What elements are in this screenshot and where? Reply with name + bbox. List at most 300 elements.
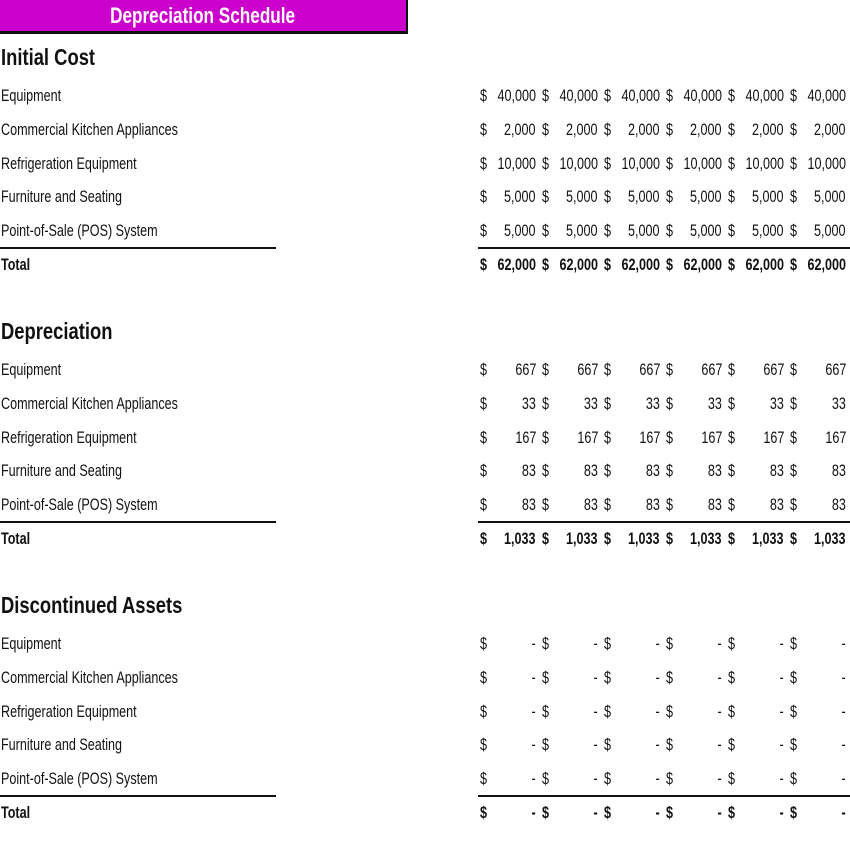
currency-symbol: $ <box>728 255 736 274</box>
total-divider-right <box>478 795 850 797</box>
value-cell <box>542 353 598 387</box>
currency-symbol: $ <box>728 769 736 789</box>
currency-symbol: $ <box>604 803 612 822</box>
currency-symbol: $ <box>666 803 674 822</box>
amount: 33 <box>707 393 722 413</box>
value-cell <box>542 421 598 455</box>
value-cell <box>604 147 660 181</box>
table-row <box>0 421 850 455</box>
amount: - <box>655 803 660 822</box>
value-cells <box>480 728 844 762</box>
value-cell <box>728 353 784 387</box>
value-cell <box>790 762 846 796</box>
amount: 5,000 <box>752 221 784 241</box>
currency-symbol: $ <box>790 119 798 139</box>
total-label: Total <box>1 803 31 822</box>
value-cells <box>480 214 844 248</box>
currency-symbol: $ <box>790 803 798 822</box>
amount: 5,000 <box>566 187 598 207</box>
amount: - <box>717 803 722 822</box>
amount: - <box>593 735 598 755</box>
table-row <box>0 728 850 762</box>
value-cell <box>480 762 536 796</box>
currency-symbol: $ <box>542 735 550 755</box>
value-cell <box>666 661 722 695</box>
value-cell <box>542 387 598 421</box>
row-label: Point-of-Sale (POS) System <box>1 495 158 515</box>
currency-symbol: $ <box>604 735 612 755</box>
total-label: Total <box>1 529 31 548</box>
currency-symbol: $ <box>604 153 612 173</box>
currency-symbol: $ <box>790 86 798 105</box>
amount: 33 <box>769 393 784 413</box>
currency-symbol: $ <box>728 529 736 548</box>
currency-symbol: $ <box>666 461 674 481</box>
amount: 667 <box>701 360 722 379</box>
value-cell <box>604 695 660 729</box>
currency-symbol: $ <box>542 701 550 721</box>
value-cell <box>542 522 598 556</box>
amount: - <box>655 667 660 687</box>
currency-symbol: $ <box>542 427 550 447</box>
amount: 2,000 <box>690 119 722 139</box>
value-cells <box>480 796 844 830</box>
currency-symbol: $ <box>604 461 612 481</box>
currency-symbol: $ <box>480 86 488 105</box>
total-divider-left <box>0 795 276 797</box>
value-cell <box>666 387 722 421</box>
value-cell <box>480 214 536 248</box>
value-cell <box>480 147 536 181</box>
currency-symbol: $ <box>604 187 612 207</box>
amount: 33 <box>831 393 846 413</box>
value-cell <box>604 180 660 214</box>
amount: 10,000 <box>745 153 784 173</box>
amount: 62,000 <box>807 255 846 274</box>
currency-symbol: $ <box>728 153 736 173</box>
value-cell <box>666 454 722 488</box>
amount: 2,000 <box>752 119 784 139</box>
table-row <box>0 387 850 421</box>
amount: 5,000 <box>504 187 536 207</box>
amount: 667 <box>825 360 846 379</box>
value-cell <box>542 248 598 282</box>
value-cell <box>542 454 598 488</box>
amount: - <box>841 634 846 653</box>
amount: - <box>531 769 536 789</box>
value-cell <box>790 661 846 695</box>
value-cell <box>542 79 598 113</box>
currency-symbol: $ <box>542 495 550 515</box>
amount: - <box>717 701 722 721</box>
schedule-title: Depreciation Schedule <box>110 2 296 28</box>
row-label: Commercial Kitchen Appliances <box>1 119 178 139</box>
amount: - <box>841 667 846 687</box>
amount: 10,000 <box>497 153 536 173</box>
currency-symbol: $ <box>480 360 488 379</box>
value-cell <box>480 180 536 214</box>
amount: 5,000 <box>690 221 722 241</box>
value-cell <box>728 387 784 421</box>
amount: - <box>593 667 598 687</box>
value-cell <box>604 796 660 830</box>
currency-symbol: $ <box>728 393 736 413</box>
amount: - <box>779 701 784 721</box>
value-cells <box>480 113 844 147</box>
currency-symbol: $ <box>542 187 550 207</box>
currency-symbol: $ <box>542 769 550 789</box>
row-label: Point-of-Sale (POS) System <box>1 221 158 241</box>
total-divider-left <box>0 521 276 523</box>
value-cell <box>604 248 660 282</box>
amount: 83 <box>831 495 846 515</box>
amount: 62,000 <box>745 255 784 274</box>
amount: 5,000 <box>690 187 722 207</box>
value-cell <box>728 454 784 488</box>
value-cell <box>542 661 598 695</box>
currency-symbol: $ <box>480 634 488 653</box>
value-cell <box>666 728 722 762</box>
currency-symbol: $ <box>790 461 798 481</box>
value-cell <box>666 627 722 661</box>
currency-symbol: $ <box>666 495 674 515</box>
value-cell <box>728 695 784 729</box>
currency-symbol: $ <box>790 735 798 755</box>
amount: 83 <box>583 495 598 515</box>
total-divider-right <box>478 247 850 249</box>
value-cell <box>604 627 660 661</box>
value-cell <box>604 214 660 248</box>
amount: 40,000 <box>497 86 536 105</box>
currency-symbol: $ <box>604 529 612 548</box>
amount: 40,000 <box>683 86 722 105</box>
currency-symbol: $ <box>604 393 612 413</box>
value-cell <box>666 79 722 113</box>
row-label: Refrigeration Equipment <box>1 153 137 173</box>
currency-symbol: $ <box>666 769 674 789</box>
value-cell <box>542 627 598 661</box>
amount: 1,033 <box>566 529 598 548</box>
currency-symbol: $ <box>542 461 550 481</box>
currency-symbol: $ <box>728 461 736 481</box>
amount: 33 <box>583 393 598 413</box>
currency-symbol: $ <box>542 634 550 653</box>
table-row <box>0 113 850 147</box>
currency-symbol: $ <box>480 427 488 447</box>
value-cell <box>728 728 784 762</box>
row-label: Refrigeration Equipment <box>1 427 137 447</box>
amount: 2,000 <box>814 119 846 139</box>
amount: 667 <box>639 360 660 379</box>
value-cell <box>480 796 536 830</box>
currency-symbol: $ <box>728 187 736 207</box>
currency-symbol: $ <box>666 529 674 548</box>
value-cells <box>480 180 844 214</box>
table-row <box>0 454 850 488</box>
currency-symbol: $ <box>480 153 488 173</box>
amount: 83 <box>521 495 536 515</box>
value-cell <box>542 214 598 248</box>
value-cell <box>790 728 846 762</box>
amount: 5,000 <box>752 187 784 207</box>
amount: - <box>717 634 722 653</box>
row-label: Furniture and Seating <box>1 461 122 481</box>
currency-symbol: $ <box>480 701 488 721</box>
currency-symbol: $ <box>604 427 612 447</box>
discontinued-assets-total-row <box>0 796 850 830</box>
currency-symbol: $ <box>542 86 550 105</box>
value-cell <box>666 113 722 147</box>
amount: - <box>717 735 722 755</box>
row-label: Point-of-Sale (POS) System <box>1 769 158 789</box>
amount: - <box>841 735 846 755</box>
amount: - <box>841 701 846 721</box>
value-cell <box>728 796 784 830</box>
currency-symbol: $ <box>666 735 674 755</box>
value-cell <box>604 79 660 113</box>
amount: - <box>593 701 598 721</box>
value-cell <box>728 113 784 147</box>
amount: 167 <box>701 427 722 447</box>
currency-symbol: $ <box>728 495 736 515</box>
currency-symbol: $ <box>666 634 674 653</box>
currency-symbol: $ <box>604 634 612 653</box>
value-cell <box>728 522 784 556</box>
depreciation-section-title: Depreciation <box>1 318 113 344</box>
amount: 5,000 <box>504 221 536 241</box>
currency-symbol: $ <box>790 187 798 207</box>
value-cell <box>728 661 784 695</box>
amount: 33 <box>521 393 536 413</box>
currency-symbol: $ <box>542 119 550 139</box>
value-cell <box>480 248 536 282</box>
currency-symbol: $ <box>728 634 736 653</box>
currency-symbol: $ <box>480 119 488 139</box>
currency-symbol: $ <box>666 360 674 379</box>
table-row <box>0 214 850 248</box>
value-cell <box>666 695 722 729</box>
value-cell <box>728 627 784 661</box>
currency-symbol: $ <box>480 735 488 755</box>
value-cell <box>480 522 536 556</box>
value-cell <box>604 661 660 695</box>
amount: - <box>531 803 536 822</box>
amount: 667 <box>763 360 784 379</box>
amount: - <box>841 769 846 789</box>
amount: 62,000 <box>683 255 722 274</box>
amount: 5,000 <box>628 221 660 241</box>
discontinued-assets-section-title: Discontinued Assets <box>1 592 183 618</box>
currency-symbol: $ <box>666 119 674 139</box>
amount: 10,000 <box>621 153 660 173</box>
value-cells <box>480 421 844 455</box>
value-cell <box>790 79 846 113</box>
currency-symbol: $ <box>728 735 736 755</box>
amount: 40,000 <box>745 86 784 105</box>
currency-symbol: $ <box>666 86 674 105</box>
value-cell <box>604 488 660 522</box>
currency-symbol: $ <box>790 427 798 447</box>
currency-symbol: $ <box>666 187 674 207</box>
row-label: Equipment <box>1 86 62 105</box>
value-cell <box>790 113 846 147</box>
row-label: Equipment <box>1 360 62 379</box>
depreciation-total-row <box>0 522 850 556</box>
value-cell <box>604 421 660 455</box>
currency-symbol: $ <box>666 701 674 721</box>
currency-symbol: $ <box>542 221 550 241</box>
amount: 40,000 <box>559 86 598 105</box>
amount: - <box>717 667 722 687</box>
value-cell <box>790 214 846 248</box>
total-label: Total <box>1 255 31 274</box>
amount: 83 <box>583 461 598 481</box>
currency-symbol: $ <box>728 803 736 822</box>
currency-symbol: $ <box>542 360 550 379</box>
amount: 83 <box>521 461 536 481</box>
value-cell <box>666 522 722 556</box>
value-cell <box>480 353 536 387</box>
currency-symbol: $ <box>542 667 550 687</box>
currency-symbol: $ <box>790 667 798 687</box>
value-cell <box>666 421 722 455</box>
currency-symbol: $ <box>790 153 798 173</box>
value-cell <box>666 796 722 830</box>
value-cell <box>728 147 784 181</box>
currency-symbol: $ <box>728 119 736 139</box>
currency-symbol: $ <box>604 86 612 105</box>
currency-symbol: $ <box>790 529 798 548</box>
amount: 10,000 <box>807 153 846 173</box>
amount: 33 <box>645 393 660 413</box>
currency-symbol: $ <box>604 495 612 515</box>
schedule-title-bar <box>0 0 408 34</box>
value-cell <box>790 627 846 661</box>
value-cell <box>790 488 846 522</box>
amount: 1,033 <box>504 529 536 548</box>
amount: 5,000 <box>628 187 660 207</box>
value-cell <box>480 113 536 147</box>
amount: 83 <box>769 495 784 515</box>
value-cell <box>542 113 598 147</box>
row-label: Refrigeration Equipment <box>1 701 137 721</box>
value-cell <box>790 147 846 181</box>
currency-symbol: $ <box>790 769 798 789</box>
value-cell <box>480 488 536 522</box>
value-cell <box>480 387 536 421</box>
value-cell <box>542 147 598 181</box>
currency-symbol: $ <box>604 701 612 721</box>
amount: - <box>531 701 536 721</box>
value-cell <box>666 353 722 387</box>
value-cell <box>790 454 846 488</box>
amount: - <box>593 769 598 789</box>
value-cell <box>480 627 536 661</box>
value-cells <box>480 661 844 695</box>
row-label: Commercial Kitchen Appliances <box>1 393 178 413</box>
value-cells <box>480 762 844 796</box>
currency-symbol: $ <box>728 667 736 687</box>
value-cells <box>480 522 844 556</box>
currency-symbol: $ <box>480 529 488 548</box>
currency-symbol: $ <box>790 255 798 274</box>
currency-symbol: $ <box>480 461 488 481</box>
currency-symbol: $ <box>790 221 798 241</box>
amount: 83 <box>707 495 722 515</box>
value-cell <box>728 248 784 282</box>
value-cell <box>790 421 846 455</box>
currency-symbol: $ <box>666 221 674 241</box>
currency-symbol: $ <box>604 667 612 687</box>
table-row <box>0 695 850 729</box>
currency-symbol: $ <box>728 360 736 379</box>
value-cells <box>480 627 844 661</box>
amount: - <box>779 769 784 789</box>
row-label: Equipment <box>1 634 62 653</box>
amount: 5,000 <box>566 221 598 241</box>
currency-symbol: $ <box>542 393 550 413</box>
table-row <box>0 79 850 113</box>
amount: 40,000 <box>621 86 660 105</box>
value-cell <box>542 762 598 796</box>
amount: 5,000 <box>814 187 846 207</box>
currency-symbol: $ <box>480 667 488 687</box>
amount: 2,000 <box>504 119 536 139</box>
amount: - <box>841 803 846 822</box>
amount: 62,000 <box>559 255 598 274</box>
amount: - <box>593 634 598 653</box>
value-cell <box>728 180 784 214</box>
amount: 167 <box>763 427 784 447</box>
value-cells <box>480 248 844 282</box>
amount: 40,000 <box>807 86 846 105</box>
currency-symbol: $ <box>790 393 798 413</box>
currency-symbol: $ <box>480 221 488 241</box>
value-cell <box>542 728 598 762</box>
amount: - <box>531 634 536 653</box>
value-cells <box>480 79 844 113</box>
amount: 667 <box>577 360 598 379</box>
value-cell <box>728 214 784 248</box>
currency-symbol: $ <box>480 255 488 274</box>
amount: - <box>593 803 598 822</box>
value-cells <box>480 488 844 522</box>
amount: 62,000 <box>497 255 536 274</box>
currency-symbol: $ <box>666 255 674 274</box>
table-row <box>0 661 850 695</box>
row-label: Furniture and Seating <box>1 187 122 207</box>
currency-symbol: $ <box>666 427 674 447</box>
value-cell <box>666 488 722 522</box>
amount: - <box>779 735 784 755</box>
initial-cost-section-title: Initial Cost <box>1 44 96 70</box>
currency-symbol: $ <box>728 86 736 105</box>
currency-symbol: $ <box>480 187 488 207</box>
value-cells <box>480 353 844 387</box>
value-cell <box>666 214 722 248</box>
value-cell <box>542 180 598 214</box>
amount: 83 <box>769 461 784 481</box>
currency-symbol: $ <box>542 803 550 822</box>
value-cell <box>542 695 598 729</box>
value-cell <box>604 728 660 762</box>
value-cell <box>604 353 660 387</box>
amount: 10,000 <box>559 153 598 173</box>
value-cell <box>790 180 846 214</box>
value-cell <box>604 522 660 556</box>
value-cell <box>790 796 846 830</box>
value-cell <box>604 762 660 796</box>
